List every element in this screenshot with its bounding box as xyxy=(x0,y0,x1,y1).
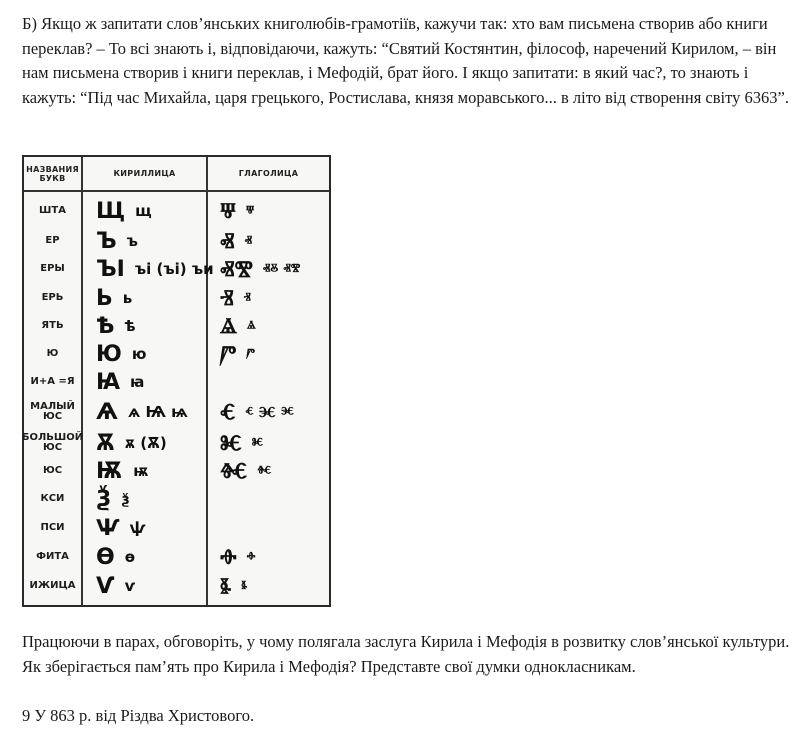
letter-row xyxy=(24,340,329,368)
cyrillic-small: ѯ xyxy=(121,490,130,508)
glagolitic-glyphs xyxy=(220,340,261,368)
glagolitic-capital: Ⱛ xyxy=(220,573,232,599)
cyrillic-glyphs xyxy=(96,227,144,255)
glagolitic-small: ⱑ xyxy=(246,317,256,335)
letter-row xyxy=(24,572,329,600)
cyrillic-capital: Ѳ xyxy=(96,544,115,570)
letter-row xyxy=(24,514,329,542)
cyrillic-glyphs xyxy=(96,197,158,225)
letter-name: ЕРЫ xyxy=(40,263,65,274)
glagolitic-small: ⱓ xyxy=(246,345,255,363)
letter-name: ЮС xyxy=(42,465,63,476)
paragraph-task: Працюючи в парах, обговоріть, у чому полягала заслуга Кирила і Мефодія в розвитку слов’янської культури. Як зберігається пам’ять про Кирила і Мефодія? Представте свої думки однокласникам. xyxy=(22,632,790,676)
glagolitic-small: ⱏⰻ ⱏⰺ xyxy=(262,260,301,278)
letter-name: КСИ xyxy=(40,493,65,504)
cyrillic-glyphs xyxy=(96,398,194,426)
letter-name: И+А =Я xyxy=(30,376,75,387)
cyrillic-capital: Ѭ xyxy=(96,458,124,484)
cyrillic-capital: Ѣ xyxy=(96,313,115,339)
glagolitic-small: ⱛ xyxy=(241,577,248,595)
glagolitic-glyphs xyxy=(220,197,260,225)
cyrillic-capital: Ъ xyxy=(96,228,117,254)
glagolitic-glyphs xyxy=(220,368,236,396)
glagolitic-capital: Ⱐ xyxy=(220,285,234,311)
letter-row xyxy=(21,429,329,457)
cyrillic-capital: Ѱ xyxy=(96,515,120,541)
alphabet-table-image xyxy=(22,155,331,607)
glagolitic-small: ⱘ xyxy=(251,434,264,452)
glagolitic-glyphs xyxy=(220,485,236,513)
letter-name: Ю xyxy=(46,348,59,359)
cyrillic-small: ѵ xyxy=(124,577,136,595)
cyrillic-capital: Ѧ xyxy=(96,399,118,425)
letter-row xyxy=(24,368,329,396)
glagolitic-glyphs xyxy=(220,312,262,340)
letter-name: МАЛЫЙ ЮС xyxy=(30,401,75,422)
cyrillic-glyphs xyxy=(96,429,173,457)
glagolitic-glyphs xyxy=(220,284,257,312)
glagolitic-capital: Ⱚ xyxy=(220,544,237,570)
glagolitic-glyphs xyxy=(220,398,300,426)
letter-row xyxy=(24,543,329,571)
footnote: 9 У 863 р. від Різдва Христового. xyxy=(22,706,255,725)
cyrillic-small: ꙗ xyxy=(130,373,145,391)
cyrillic-small: ъ xyxy=(126,232,138,250)
cyrillic-small: ь xyxy=(122,289,133,307)
letter-name: ИЖИЦА xyxy=(29,580,76,591)
glagolitic-capital: Ⱑ xyxy=(220,313,237,339)
letter-name: ЕРЬ xyxy=(41,292,64,303)
glagolitic-capital: Ⱙ xyxy=(220,458,248,484)
glagolitic-small: ⱙ xyxy=(257,462,272,480)
cyrillic-small: ѫ (Ѫ) xyxy=(124,434,167,452)
glagolitic-capital: Ⱋ xyxy=(220,198,237,224)
letter-row xyxy=(24,197,329,225)
cyrillic-small: ѧ Ѩ ѩ xyxy=(127,403,188,421)
glagolitic-capital: Ⱓ xyxy=(220,341,237,367)
glagolitic-glyphs xyxy=(220,514,236,542)
cyrillic-small: ѣ xyxy=(124,317,136,335)
cyrillic-small: ѳ xyxy=(124,548,136,566)
letter-row xyxy=(24,457,329,485)
glagolitic-small: ⱔ Ⱗ ⱗ xyxy=(245,403,294,421)
cyrillic-capital: Ѫ xyxy=(96,430,115,456)
cyrillic-glyphs xyxy=(96,485,136,513)
letter-row xyxy=(24,312,329,340)
glagolitic-glyphs xyxy=(220,227,258,255)
glagolitic-glyphs xyxy=(220,457,277,485)
letter-name: ФИТА xyxy=(36,551,69,562)
cyrillic-small: ѭ xyxy=(133,462,149,480)
cyrillic-small: ѱ xyxy=(129,519,146,537)
letter-name: БОЛЬШОЙ ЮС xyxy=(21,432,84,453)
letter-name: ЕР xyxy=(45,235,60,246)
cyrillic-glyphs xyxy=(96,572,141,600)
cyrillic-capital: Ю xyxy=(96,341,122,367)
glagolitic-glyphs xyxy=(220,572,253,600)
header-glagolitic: ГЛАГОЛИЦА xyxy=(238,169,299,178)
header-divider xyxy=(24,190,329,192)
glagolitic-capital: Ⱘ xyxy=(220,430,242,456)
letter-row xyxy=(24,284,329,312)
cyrillic-glyphs xyxy=(96,457,154,485)
paragraph-chronicle-quote: Б) Якщо ж запитати слов’янських книголюбів-грамотіїв, кажучи так: хто вам письмена створив або книги переклав? – То всі знають і, відповідаючи, кажуть: “Святий Костянтин, філософ, наречений Кирилом, – він нам письмена створив і книги переклав, і Мефодій, брат його. І якщо запитати: в який час?, то знають і кажуть: “Під час Михайла, царя грецького, Ростислава, князя моравського... в літо від створення світу 6363”. xyxy=(22,14,789,107)
cyrillic-small: ъі (ъі) ъи xyxy=(134,260,214,278)
glagolitic-small: ⱋ xyxy=(246,202,255,220)
glagolitic-glyphs xyxy=(220,255,306,283)
cyrillic-capital: Ь xyxy=(96,285,113,311)
letter-name: ЯТЬ xyxy=(41,320,64,331)
header-letter-names: НАЗВАНИЯ БУКВ xyxy=(26,164,79,183)
letter-row xyxy=(24,255,329,283)
letter-name: ШТА xyxy=(39,205,66,216)
cyrillic-glyphs xyxy=(96,255,220,283)
glagolitic-small: ⱚ xyxy=(246,548,256,566)
letter-row xyxy=(24,398,329,426)
letter-row xyxy=(24,485,329,513)
glagolitic-small: ⱐ xyxy=(243,289,251,307)
glagolitic-capital: ⰟⰊ xyxy=(220,256,253,282)
cyrillic-glyphs xyxy=(96,368,150,396)
header-cyrillic: КИРИЛЛИЦА xyxy=(113,169,176,178)
cyrillic-capital: Ѵ xyxy=(96,573,115,599)
cyrillic-small: ю xyxy=(131,345,147,363)
glagolitic-capital: Ⱏ xyxy=(220,228,235,254)
cyrillic-glyphs xyxy=(96,312,142,340)
cyrillic-glyphs xyxy=(96,340,152,368)
glagolitic-capital: Ⱔ xyxy=(220,399,236,425)
cyrillic-glyphs xyxy=(96,543,141,571)
cyrillic-capital: Ѯ xyxy=(96,486,112,512)
cyrillic-capital: Щ xyxy=(96,198,126,224)
cyrillic-capital: ЪІ xyxy=(96,256,125,282)
glagolitic-glyphs xyxy=(220,543,261,571)
cyrillic-capital: Ꙗ xyxy=(96,369,121,395)
cyrillic-small: щ xyxy=(135,202,152,220)
glagolitic-small: ⱏ xyxy=(244,232,253,250)
letter-row xyxy=(24,227,329,255)
cyrillic-glyphs xyxy=(96,284,138,312)
letter-name: ПСИ xyxy=(40,522,65,533)
cyrillic-glyphs xyxy=(96,514,152,542)
glagolitic-glyphs xyxy=(220,429,269,457)
